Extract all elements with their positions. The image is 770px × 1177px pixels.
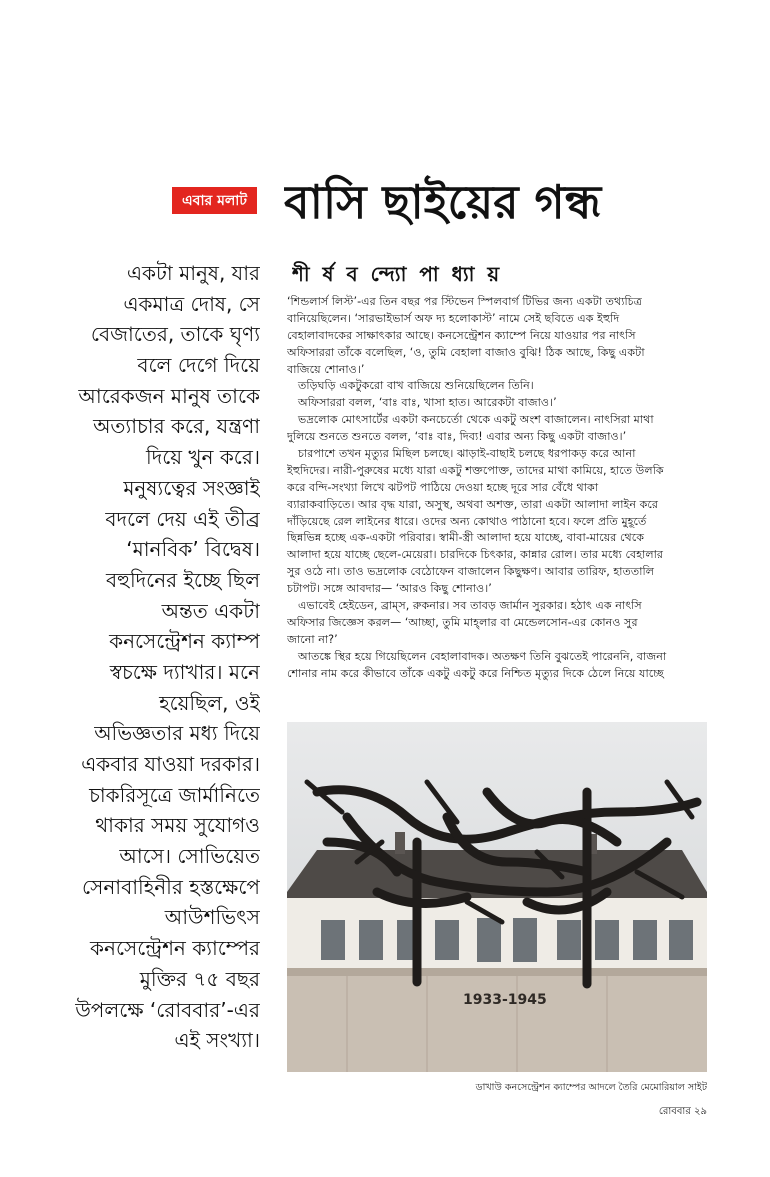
body-line: বানিয়েছিলেন। ‘সারভাইভার্স অফ দ্য হলোকাস্ট’ নামে সেই ছবিতে এক ইহুদি	[287, 311, 620, 325]
body-line: আতঙ্কে স্থির হয়ে গিয়েছিলেন বেহালাবাদক। অতক্ষণ তিনি বুঝতেই পারেননি, বাজনা	[298, 649, 667, 663]
pull-quote-line: সেনাবাহিনীর হস্তক্ষেপে	[82, 874, 260, 899]
pull-quote-line: বদলে দেয় এই তীব্র	[105, 506, 260, 531]
photo-caption: ডাখাউ কনসেন্ট্রেশন ক্যাম্পের আদলে তৈরি মেমোরিয়াল সাইট	[475, 1082, 707, 1093]
section-tag: এবার মলাট	[172, 187, 257, 214]
body-line: জানো না?’	[287, 632, 338, 646]
pull-quote-line: এই সংখ্যা।	[174, 1028, 260, 1053]
author-byline: শী র্ষ ব ন্দ্যো পা ধ্যা য়	[292, 262, 503, 286]
body-line: অফিসার জিজ্ঞেস করল— ‘আচ্ছা, তুমি মাহ্‌লার বা মেন্ডেলসোন-এর কোনও সুর	[287, 615, 638, 629]
body-line: বেহালাবাদকের সাক্ষাৎকার আছে। কনসেন্ট্রেশন ক্যাম্পে নিয়ে যাওয়ার পর নাৎসি	[287, 328, 636, 342]
wall-inscription: 1933-1945	[463, 992, 547, 1008]
pull-quote-line: আরেকজন মানুষ তাকে	[78, 383, 260, 408]
body-line: অফিসাররা তাঁকে বলেছিল, ‘ও, তুমি বেহালা বাজাও বুঝি! ঠিক আছে, কিছু একটা	[287, 345, 645, 359]
body-line: দাঁড়িয়েছে রেল লাইনের ধারে। ওদের অন্য কোথাও পাঠানো হবে। ফলে প্রতি মুহূর্তে	[287, 514, 647, 528]
body-line: অফিসাররা বলল, ‘বাঃ বাঃ, খাসা হাত। আরেকটা বাজাও।’	[298, 396, 557, 410]
pull-quote-line: একমাত্র দোষ, সে	[123, 291, 260, 316]
memorial-photo	[287, 722, 707, 1072]
pull-quote	[62, 258, 260, 1053]
body-line: শোনার নাম করে কীভাবে তাঁকে একটু একটু করে নিশ্চিত মৃত্যুর দিকে ঠেলে নিয়ে যাচ্ছে	[287, 666, 664, 680]
pull-quote-line: অত্যাচার করে, যন্ত্রণা	[93, 414, 260, 439]
pull-quote-line: বেজাতের, তাকে ঘৃণ্য	[90, 322, 260, 347]
body-line: সুর ওঠে না। তাও ভদ্রলোক বেঠোফেন বাজালেন কিছুক্ষণ। আবার তারিফ, হাততালি	[287, 565, 655, 579]
pull-quote-line: অভিজ্ঞতার মধ্য দিয়ে	[94, 721, 260, 746]
body-line: চটাপট। সঙ্গে আবদার— ‘আরও কিছু শোনাও।’	[287, 582, 492, 596]
pull-quote-line: মুক্তির ৭৫ বছর	[139, 966, 260, 991]
pull-quote-line: উপলক্ষে ‘রোববার’-এর	[75, 997, 260, 1022]
pull-quote-line: থাকার সময় সুযোগও	[95, 813, 260, 838]
article-body	[287, 294, 707, 706]
pull-quote-line: আসে। সোভিয়েত	[119, 844, 260, 869]
body-line: বাজিয়ে শোনাও।’	[287, 362, 365, 376]
body-line: করে বন্দি-সংখ্যা লিখে ঝটপট পাঠিয়ে দেওয়া হচ্ছে দূরে সার বেঁধে থাকা	[287, 480, 599, 494]
pull-quote-line: একবার যাওয়া দরকার।	[81, 752, 260, 776]
pull-quote-line: মনুষ্যত্বের সংজ্ঞাই	[123, 475, 260, 500]
body-line: ‘শিন্ডলার্স লিস্ট’-এর তিন বছর পর স্টিভেন স্পিলবার্গ টিভির জন্য একটা তথ্যচিত্র	[287, 295, 642, 308]
body-line: ব্যারাকবাড়িতে। আর বৃদ্ধ যারা, অসুস্থ, অথবা অশক্ত, তারা একটা আলাদা লাইন করে	[287, 497, 659, 511]
pull-quote-line: একটা মানুষ, যার	[126, 261, 260, 285]
pull-quote-line: কনসেন্ট্রেশন ক্যাম্পের	[90, 936, 260, 961]
pull-quote-line: চাকরিসূত্রে জার্মানিতে	[89, 782, 260, 807]
pull-quote-line: হয়েছিল, ওই	[159, 690, 260, 715]
pull-quote-line: ‘মানবিক’ বিদ্বেষ।	[126, 537, 260, 562]
body-line: ভদ্রলোক মোৎসার্টের একটা কনচের্তো থেকে একটু অংশ বাজালেন। নাৎসিরা মাথা	[298, 413, 654, 427]
pull-quote-line: বহুদিনের ইচ্ছে ছিল	[106, 567, 260, 592]
body-line: আলাদা হয়ে যাচ্ছে ছেলে-মেয়েরা। চারদিকে চিৎকার, কান্নার রোল। তার মধ্যে বেহালার	[287, 548, 664, 562]
pull-quote-line: স্বচক্ষে দ্যাখার। মনে	[109, 659, 260, 684]
article-title: বাসি ছাইয়ের গন্ধ	[284, 175, 602, 229]
body-line: দুলিয়ে শুনতে শুনতে বলল, ‘বাঃ বাঃ, দিব্য! এবার অন্য কিছু একটা বাজাও।’	[287, 430, 627, 444]
pull-quote-line: বলে দেগে দিয়ে	[137, 353, 260, 378]
body-line: ছিন্নভিন্ন হচ্ছে এক-একটা পরিবার। স্বামী-স্ত্রী আলাদা হয়ে যাচ্ছে, বাবা-মায়ের থেকে	[287, 531, 645, 545]
pull-quote-line: আউশভিৎস	[164, 905, 260, 930]
page-number: রোববার ২৯	[658, 1106, 707, 1117]
body-line: চারপাশে তখন মৃত্যুর মিছিল চলছে। ঝাড়াই-বাছাই চলছে ধরপাকড় করে আনা	[298, 447, 636, 461]
pull-quote-line: দিয়ে খুন করে।	[145, 445, 260, 470]
pull-quote-line: কনসেন্ট্রেশন ক্যাম্প	[109, 629, 260, 654]
body-line: এভাবেই হেইডেন, ব্রাম্স, রুকনার। সব তাবড় জার্মান সুরকার। হঠাৎ এক নাৎসি	[298, 599, 642, 613]
body-line: তড়িঘড়ি একটুকরো বাখ বাজিয়ে শুনিয়েছিলেন তিনি।	[298, 379, 534, 393]
body-line: ইহুদিদের। নারী-পুরুষের মধ্যে যারা একটু শক্তপোক্ত, তাদের মাথা কামিয়ে, হাতে উলকি	[287, 463, 664, 477]
pull-quote-line: অন্তত একটা	[161, 598, 260, 623]
